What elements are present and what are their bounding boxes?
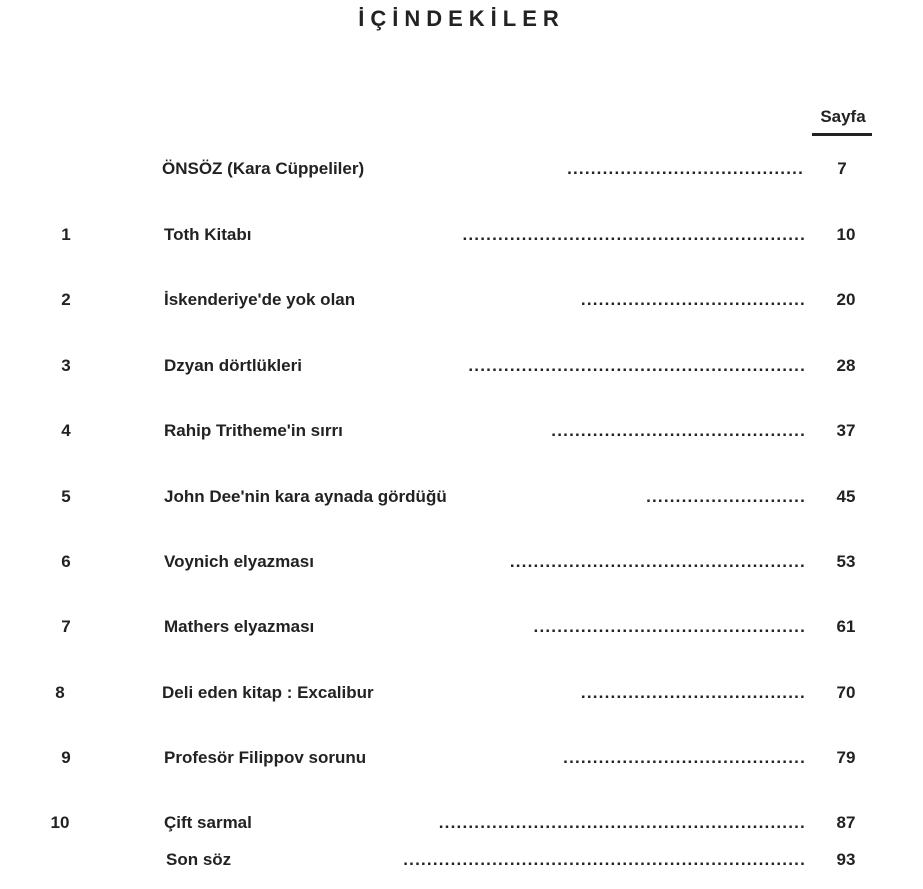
- toc-entry-leader-dots: ...........................................: [551, 421, 806, 440]
- toc-entry-page: 87: [836, 813, 856, 832]
- toc-entry-leader-dots: ..............................................: [533, 617, 806, 636]
- toc-entry-number: 4: [61, 421, 71, 440]
- toc-entry-leader-dots: .........................................: [563, 748, 806, 767]
- toc-entry-8: [0, 683, 923, 713]
- toc-entry-number: 1: [61, 225, 71, 244]
- page-column-header: Sayfa: [820, 107, 866, 126]
- toc-entry-page: 10: [836, 225, 856, 244]
- toc-entry-title: Son söz: [166, 850, 232, 869]
- toc-entry-number: 6: [61, 552, 71, 571]
- toc-entry-4: [0, 421, 923, 451]
- toc-entry-page: 45: [836, 487, 856, 506]
- column-header-underline: [812, 133, 872, 136]
- toc-entry-10: [0, 813, 923, 843]
- toc-entry-number: 9: [61, 748, 71, 767]
- toc-entry-3: [0, 356, 923, 386]
- toc-entry-leader-dots: .........................................................: [468, 356, 806, 375]
- toc-entry-1: [0, 225, 923, 255]
- toc-entry-title: Çift sarmal: [164, 813, 252, 832]
- toc-entry-leader-dots: ........................................: [567, 159, 804, 178]
- toc-entry-leader-dots: ....................................................................: [403, 850, 806, 869]
- toc-entry-number: 7: [61, 617, 71, 636]
- toc-entry-page: 79: [836, 748, 856, 767]
- toc-entry-7: [0, 617, 923, 647]
- toc-entry-leader-dots: ..............................................................: [438, 813, 806, 832]
- toc-entry-leader-dots: ..........................................................: [462, 225, 806, 244]
- toc-entry-page: 28: [836, 356, 856, 375]
- toc-entry-title: İskenderiye'de yok olan: [164, 290, 356, 309]
- toc-entry-page: 70: [836, 683, 856, 702]
- toc-entry-page: 93: [836, 850, 856, 869]
- toc-entry-leader-dots: ..................................................: [509, 552, 806, 571]
- toc-entry-page: 61: [836, 617, 856, 636]
- toc-entry-title: John Dee'nin kara aynada gördüğü: [164, 487, 447, 506]
- toc-entry-title: Profesör Filippov sorunu: [164, 748, 367, 767]
- page-title: İÇİNDEKİLER: [358, 6, 565, 31]
- toc-entry-leader-dots: ...........................: [646, 487, 806, 506]
- toc-entry-5: [0, 487, 923, 517]
- toc-entry-title: Rahip Tritheme'in sırrı: [164, 421, 343, 440]
- toc-entry-title: Dzyan dörtlükleri: [164, 356, 302, 375]
- toc-entry-2: [0, 290, 923, 320]
- toc-entry-page: 37: [836, 421, 856, 440]
- toc-entry-title: Mathers elyazması: [164, 617, 315, 636]
- toc-entry-title: ÖNSÖZ (Kara Cüppeliler): [162, 159, 365, 178]
- toc-entry-preface: [0, 159, 923, 189]
- toc-entry-title: Toth Kitabı: [164, 225, 252, 244]
- toc-entry-number: 2: [61, 290, 71, 309]
- toc-entry-title: Deli eden kitap : Excalibur: [162, 683, 374, 702]
- toc-entry-page: 20: [836, 290, 856, 309]
- toc-entry-9: [0, 748, 923, 778]
- toc-entry-number: 10: [50, 813, 70, 832]
- toc-entry-epilogue: [0, 850, 923, 880]
- toc-entry-number: 8: [55, 683, 65, 702]
- toc-entry-leader-dots: ......................................: [580, 290, 806, 309]
- toc-entry-title: Voynich elyazması: [164, 552, 314, 571]
- toc-entry-page: 7: [837, 159, 847, 178]
- toc-entry-number: 3: [61, 356, 71, 375]
- toc-entry-6: [0, 552, 923, 582]
- toc-entry-number: 5: [61, 487, 71, 506]
- toc-entry-leader-dots: ......................................: [580, 683, 806, 702]
- toc-entry-page: 53: [836, 552, 856, 571]
